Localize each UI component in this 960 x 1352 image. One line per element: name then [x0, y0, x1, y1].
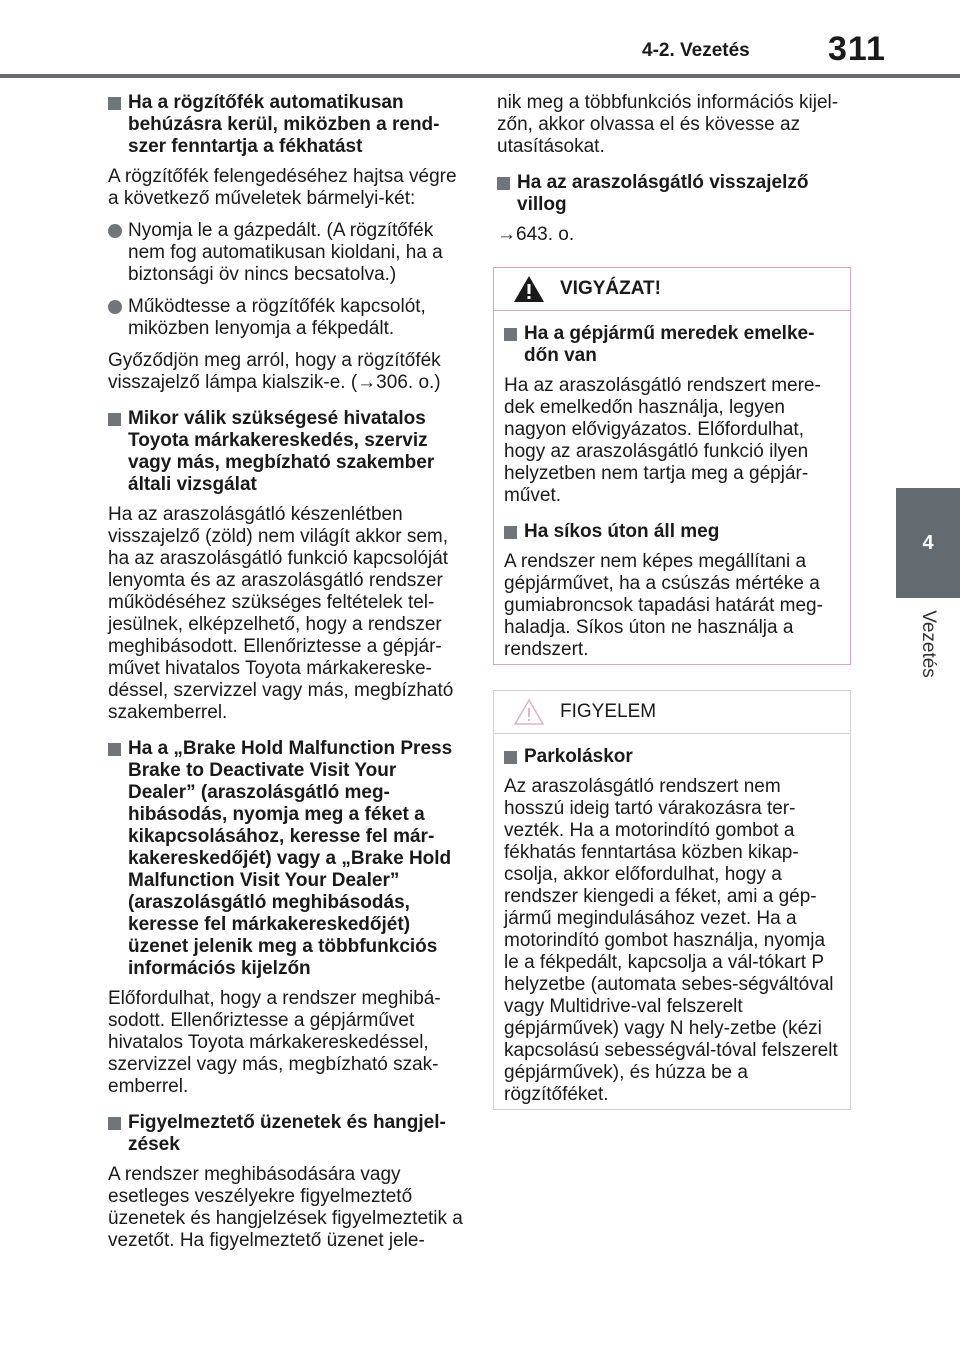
section-heading	[108, 738, 464, 980]
section-heading	[504, 746, 840, 768]
heading-text: Parkoláskor	[524, 746, 633, 767]
heading-square-icon	[504, 751, 517, 764]
warning-box	[493, 267, 851, 665]
heading-text: Ha a gépjármű meredek emelke-dőn van	[524, 323, 815, 366]
heading-square-icon	[108, 743, 121, 756]
heading-square-icon	[497, 177, 510, 190]
warning-box-body	[494, 311, 850, 661]
heading-text: Figyelmeztető üzenetek és hangjel-zések	[128, 1112, 446, 1155]
chapter-tab: 4	[896, 488, 960, 598]
notice-box-header	[494, 691, 850, 734]
chapter-label-text: Vezetés	[918, 610, 940, 678]
paragraph: A rendszer meghibásodására vagy esetleges veszélyekre figyelmeztető üzenetek és hangjelzések figyelmeztetik a vezetőt. Ha figyelmeztető üzenet jele-	[108, 1164, 463, 1251]
warning-box-title: VIGYÁZAT!	[560, 278, 661, 299]
header-rule	[0, 74, 960, 78]
paragraph: Az araszolásgátló rendszert nem hosszú ideig tartó várakozásra ter-vezték. Ha a motorindító gombot a fékhatás fenntartása közben kikap-csolja, akkor előfordulhat, hogy a rendszer kiengedi a féket, ami a gép-jármű megindulásához vezet. Ha a motorindító gombot használja, nyomja le a fékpedált, kapcsolja a vál-tókart P helyzetbe (automata sebes-ségváltóval vagy Multidrive-val felszerelt gépjárművek) vagy N hely-zetbe (kézi kapcsolású sebességvál-tóval felszerelt gépjárművek), és húzza be a rögzítőféket.	[504, 776, 838, 1105]
section-heading	[108, 92, 464, 158]
notice-box	[493, 690, 851, 1110]
section-heading	[504, 521, 840, 543]
heading-square-icon	[108, 97, 121, 110]
bullet-dot-icon	[108, 224, 122, 238]
paragraph: A rendszer nem képes megállítani a gépjárművet, ha a csúszás mértéke a gumiabroncsok tapadási határát meg-haladja. Síkos úton ne használja a rendszert.	[504, 551, 823, 660]
page-reference: →643. o.	[497, 224, 575, 245]
heading-text: Ha az araszolásgátló visszajelző villog	[517, 172, 809, 215]
section-heading	[497, 172, 853, 216]
section-heading	[504, 323, 840, 367]
section-heading	[108, 408, 464, 496]
heading-text: Ha síkos úton áll meg	[524, 521, 720, 542]
heading-text: Ha a „Brake Hold Malfunction Press Brake to Deactivate Visit Your Dealer” (araszolásgátló meg-hibásodás, nyomja meg a féket a kikapcsolásához, keresse fel már-kakereskedőjét) vagy a „Brake Hold Malfunction Visit Your Dealer” (araszolásgátló meghibásodás, keresse fel márkakereskedőjét) üzenet jelenik meg a többfunkciós információs kijelzőn	[128, 738, 453, 979]
paragraph: Győződjön meg arról, hogy a rögzítőfék visszajelző lámpa kialszik-e. (→306. o.)	[108, 350, 441, 393]
bullet-text: Nyomja le a gázpedált. (A rögzítőfék nem fog automatikusan kioldani, ha a biztonsági öv nincs becsatolva.)	[128, 220, 443, 285]
warning-box-header	[494, 268, 850, 311]
header-section-title: 4-2. Vezetés	[642, 40, 750, 61]
bullet-dot-icon	[108, 300, 122, 314]
bullet-text: Működtesse a rögzítőfék kapcsolót, miközben lenyomja a fékpedált.	[128, 296, 426, 339]
heading-square-icon	[108, 413, 121, 426]
caution-triangle-icon	[512, 697, 546, 727]
notice-box-title: FIGYELEM	[560, 701, 657, 722]
notice-box-body	[494, 734, 850, 1106]
right-column	[497, 92, 853, 256]
paragraph: Ha az araszolásgátló készenlétben visszajelző (zöld) nem világít akkor sem, ha az araszolásgátló funkció kapcsolóját lenyomta és az araszolásgátló rendszer működéséhez szükséges feltételek tel-jesülnek, elképzelhető, hogy a rendszer meghibásodott. Ellenőriztesse a gépjár-művet hivatalos Toyota márkakereske-déssel, szervizzel vagy más, megbízható szakemberrel.	[108, 504, 454, 723]
warning-triangle-icon	[512, 274, 546, 304]
paragraph: A rögzítőfék felengedéséhez hajtsa végre a következő műveletek bármelyi-két:	[108, 166, 457, 209]
heading-square-icon	[504, 526, 517, 539]
paragraph: Ha az araszolásgátló rendszert mere-dek emelkedőn használja, legyen nagyon elővigyázatos. Előfordulhat, hogy az araszolásgátló funkció ilyen helyzetben nem tartja meg a gépjár-művet.	[504, 375, 821, 506]
left-column	[108, 92, 464, 1262]
heading-square-icon	[504, 328, 517, 341]
paragraph: Előfordulhat, hogy a rendszer meghibá-sodott. Ellenőriztesse a gépjárművet hivatalos Toyota márkakereskedéssel, szervizzel vagy más, megbízható szak-emberrel.	[108, 988, 441, 1097]
section-heading	[108, 1112, 464, 1156]
heading-text: Ha a rögzítőfék automatikusan behúzásra kerül, miközben a rend-szer fenntartja a fékhatást	[128, 92, 440, 157]
bullet-item	[108, 296, 464, 340]
heading-square-icon	[108, 1117, 121, 1130]
page-number: 311	[828, 30, 886, 68]
paragraph: nik meg a többfunkciós információs kijel-zőn, akkor olvassa el és kövesse az utasításokat.	[497, 92, 839, 157]
chapter-label	[896, 598, 960, 690]
bullet-item	[108, 220, 464, 286]
heading-text: Mikor válik szükségesé hivatalos Toyota márkakereskedés, szerviz vagy más, megbízható szakember általi vizsgálat	[128, 408, 435, 495]
